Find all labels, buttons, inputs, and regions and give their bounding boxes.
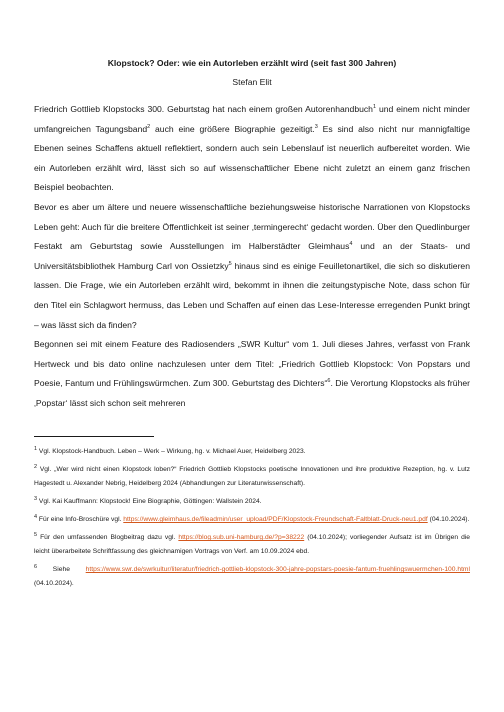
footnote-text: Vgl. „Wer wird nicht einen Klopstock loben?“ Friedrich Gottlieb Klopstocks poetische Innovationen und ihre produktive Rezeption, hg. v. Lutz Hagestedt u. Alexander Nebrig, Heidelberg 2024 (Abhandlungen zur Literaturwissenschaft). xyxy=(34,466,470,487)
footnote-link-swr[interactable]: https://www.swr.de/swrkultur/literatur/friedrich-gottlieb-klopstock-300-jahre-popstars-poesie-fantum-fruehlingswuermchen-100.html xyxy=(85,566,470,573)
footnote-4 xyxy=(34,513,470,527)
footnote-number: 1 xyxy=(34,445,38,452)
footnote-2 xyxy=(34,463,470,491)
footnote-number: 6 xyxy=(34,563,38,570)
paragraph-text: Begonnen sei mit einem Feature des Radiosenders „SWR Kultur“ vom 1. Juli dieses Jahres, verfasst von Frank Hertweck und bis dato online nachzulesen unter dem Titel: „Friedrich Gottlieb Klopstock: Von Popstars und Poesie, Fantum und Frühlingswürmchen. Zum 300. Geburtstag des Dichters“ xyxy=(34,339,470,389)
paragraph-text: . Die Verortung Klopstocks als früher ‚Popstar‘ lässt sich schon seit mehreren xyxy=(34,378,470,408)
footnote-ref-5[interactable]: 5 xyxy=(228,260,232,267)
footnote-text: Für den umfassenden Blogbeitrag dazu vgl. xyxy=(37,534,179,541)
paragraph-2 xyxy=(34,198,470,335)
paragraph-text: hinaus sind es einige Feuilletonartikel, die sich so diskutieren lassen. Die Frage, wie ein Autorleben erzählt wird, bekommt in ihnen die zeitungstypische Note, dass schon für den Titel ein Schlagwort hermuss, das Leben und Schaffen auf einen das Lese-Interesse erregenden Punkt bringt – was lässt sich da finden? xyxy=(34,260,470,330)
footnote-text: Siehe xyxy=(37,566,86,573)
article-title: Klopstock? Oder: wie ein Autorleben erzählt wird (seit fast 300 Jahren) xyxy=(107,58,397,68)
paragraph-text: und an der Staats- und Universitätsbibliothek Hamburg Carl von Ossietzky xyxy=(34,241,471,271)
footnote-ref-1[interactable]: 1 xyxy=(372,104,377,111)
footnote-link-blog[interactable]: https://blog.sub.uni-hamburg.de/?p=38222 xyxy=(178,534,305,541)
paragraph-text: Bevor es aber um ältere und neuere wissenschaftliche beziehungsweise historische Narrationen von Klopstocks Leben geht: Auch für die breitere Öffentlichkeit ist seiner ‚termingerecht‘ gedacht worden. Über den Quedlinburger Festakt am Geburtstag sowie Ausstellungen im Halberstädter Gleimhaus xyxy=(34,201,470,252)
footnote-text: Für eine Info-Broschüre vgl. xyxy=(37,516,124,523)
footnote-number: 5 xyxy=(34,531,38,538)
footnote-text: (04.10.2024); vorliegender Aufsatz ist im Übrigen die leicht überarbeitete Schriftfassung des gleichnamigen Vortrags von Verf. am 10.09.2024 ebd. xyxy=(34,534,470,555)
footnote-1 xyxy=(34,445,470,459)
footnote-number: 3 xyxy=(34,495,38,502)
footnote-ref-2[interactable]: 2 xyxy=(147,123,151,130)
article-author: Stefan Elit xyxy=(232,77,272,87)
footnote-ref-4[interactable]: 4 xyxy=(349,241,353,248)
paragraph-text: Friedrich Gottlieb Klopstocks 300. Geburtstag hat nach einem großen Autorenhandbuch xyxy=(34,104,373,114)
paragraph-text: Es sind also nicht nur mannigfaltige Ebenen seines Schaffens aktuell reflektiert, sondern auch sein Lebenslauf ist neuerlich aufbereitet worden. Wie ein Autorleben erzählt wird, lässt sich so auf wissenschaftlicher Ebene nicht zuletzt an einem ganz frischen Beispiel beobachten. xyxy=(34,123,470,193)
footnote-text: (04.10.2024). xyxy=(427,516,470,523)
footnote-3 xyxy=(34,495,470,509)
footnotes xyxy=(34,445,470,595)
paragraph-1 xyxy=(34,100,470,198)
footnote-ref-6[interactable]: 6 xyxy=(327,378,331,385)
article-body xyxy=(34,100,470,414)
paragraph-text: und einem nicht minder umfangreichen Tagungsband xyxy=(34,104,470,134)
paragraph-3 xyxy=(34,335,470,413)
paragraph-text: auch eine größere Biographie gezeitigt. xyxy=(150,123,315,134)
footnote-text: Vgl. Kai Kauffmann: Klopstock! Eine Biographie, Göttingen: Wallstein 2024. xyxy=(37,498,262,505)
footnote-link-gleimhaus[interactable]: https://www.gleimhaus.de/fileadmin/user_upload/PDF/Klopstock-Freundschaft-Faltblatt-Druck-neu1.pdf xyxy=(123,516,428,523)
footnote-number: 4 xyxy=(34,513,38,520)
footnote-5 xyxy=(34,531,470,559)
footnote-number: 2 xyxy=(34,463,38,470)
footnote-ref-3[interactable]: 3 xyxy=(314,123,318,130)
footnote-text: Vgl. Klopstock-Handbuch. Leben – Werk – Wirkung, hg. v. Michael Auer, Heidelberg 2023. xyxy=(37,448,306,455)
footnote-text: (04.10.2024). xyxy=(34,580,74,587)
footnote-6 xyxy=(34,563,470,591)
footnote-separator xyxy=(34,436,154,437)
